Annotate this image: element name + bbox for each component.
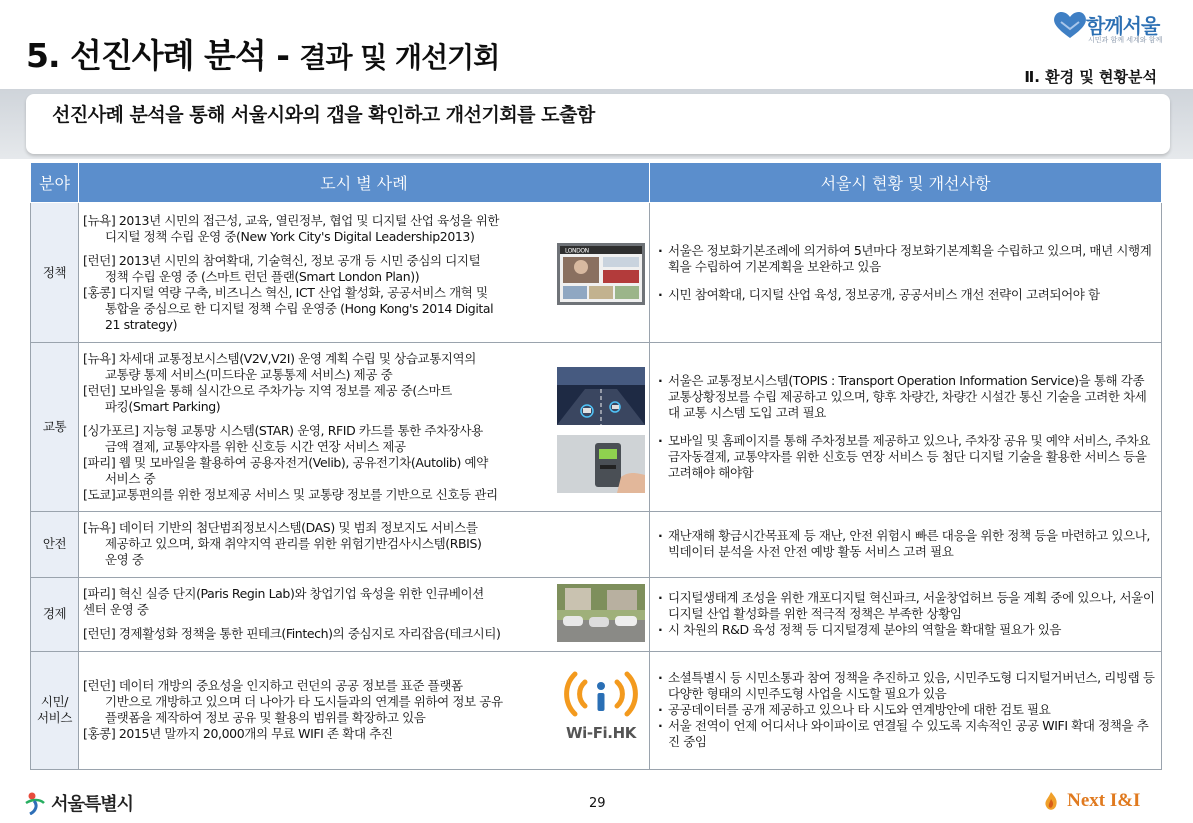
case-text: [홍콩] 디지털 역량 구축, 비즈니스 혁신, ICT 산업 활성화, 공공서비스 개혁 및: [83, 284, 488, 300]
case-text: 통합을 중심으로 한 디지털 정책 수립 운영중 (Hong Kong's 2014 Digital: [105, 300, 494, 316]
case-text: [런던] 데이터 개방의 중요성을 인지하고 런던의 공공 정보를 표준 플랫폼: [83, 678, 463, 694]
table-row: [31, 511, 1162, 577]
case-text: [뉴욕] 데이터 기반의 첨단범죄정보시스템(DAS) 및 범죄 정보지도 서비스를: [83, 520, 478, 536]
improvement-item: · 모바일 및 홈페이지를 통해 주차정보를 제공하고 있으나, 주차장 공유 및 예약 서비스, 주차요금자동결제, 교통약자를 위한 신호등 연장 서비스 등 첨단 디지털 기술을 활용한 서비스 등을 고려해야 해야함: [658, 433, 1157, 481]
case-text: [파리] 웹 및 모바일을 활용하여 공용자전거(Velib), 공유전기차(Autolib) 예약: [83, 454, 488, 470]
cases-cell: [79, 343, 650, 511]
seoul-symbol-icon: [24, 791, 46, 815]
case-text: [런던] 모바일을 통해 실시간으로 주차가능 지역 정보를 제공 중(스마트: [83, 382, 452, 398]
improvements-cell: [650, 651, 1162, 769]
improvements-cell: [650, 203, 1162, 343]
field-cell: 교통: [31, 343, 79, 511]
table-row: [31, 203, 1162, 343]
case-text: [싱가포르] 지능형 교통망 시스템(STAR) 운영, RFID 카드를 통한 주차장사용: [83, 422, 483, 438]
case-text: 서비스 중: [105, 470, 156, 486]
case-text: 운영 중: [105, 552, 144, 568]
seoul-city-logo: [24, 790, 133, 816]
cases-cell: [79, 577, 650, 651]
cases-cell: [79, 511, 650, 577]
case-text: [런던] 2013년 시민의 참여확대, 기술혁신, 정보 공개 등 시민 중심의 디지털: [83, 252, 481, 268]
page-title-sub: 결과 및 개선기회: [299, 41, 500, 74]
page-title: [26, 30, 499, 77]
field-cell: [31, 651, 79, 769]
logo-subtext: 시민과 함께 세계와 함께: [1088, 36, 1163, 44]
seoul-together-logo: [1052, 8, 1182, 48]
case-text: 금액 결제, 교통약자를 위한 신호등 시간 연장 서비스 제공: [105, 438, 406, 454]
table-row: [31, 651, 1162, 769]
flame-icon: [1040, 790, 1062, 812]
improvements-cell: [650, 577, 1162, 651]
case-text: 기반으로 개방하고 있으며 더 나아가 타 도시들과의 연계를 위하여 정보 공유: [105, 694, 503, 710]
improvement-item: · 서울은 정보화기본조례에 의거하여 5년마다 정보화기본계획을 수립하고 있으며, 매년 시행계획을 수립하여 기본계획을 보완하고 있음: [658, 243, 1157, 275]
field-cell: 정책: [31, 203, 79, 343]
case-text: [도쿄]교통편의를 위한 정보제공 서비스 및 교통량 정보를 기반으로 신호등 관리: [83, 486, 498, 502]
improvements-cell: [650, 343, 1162, 511]
header-cases: 도시 별 사례: [79, 163, 650, 203]
table-row: [31, 577, 1162, 651]
paris-street-image: [557, 584, 645, 642]
section-label: Ⅱ. 환경 및 현황분석: [1024, 68, 1157, 86]
improvement-item: · 공공데이터를 공개 제공하고 있으나 타 시도와 연계방안에 대한 검토 필요: [658, 702, 1157, 718]
field-label-line2: 서비스: [36, 710, 73, 726]
field-cell: 안전: [31, 511, 79, 577]
case-text: [뉴욕] 차세대 교통정보시스템(V2V,V2I) 운영 계획 수립 및 상습교통지역의: [83, 350, 476, 366]
case-text: 센터 운영 중: [83, 602, 149, 618]
improvement-item: · 재난재해 황금시간목표제 등 재난, 안전 위험시 빠른 대응을 위한 정책 등을 마련하고 있으나, 빅데이터 분석을 사전 안전 예방 활동 서비스 고려 필요: [658, 528, 1157, 560]
improvements-cell: [650, 511, 1162, 577]
london-image-caption: LONDON: [565, 247, 589, 255]
case-text: [런던] 경제활성화 정책을 통한 핀테크(Fintech)의 중심지로 자리잡음(테크시티): [83, 626, 501, 642]
page-title-main: 5. 선진사례 분석 -: [26, 36, 300, 75]
case-text: [뉴욕] 2013년 시민의 접근성, 교육, 열린정부, 협업 및 디지털 산업 육성을 위한: [83, 212, 500, 228]
case-text: 21 strategy): [105, 316, 178, 332]
wifi-hk-logo: [557, 664, 645, 744]
cases-cell: [79, 203, 650, 343]
case-text: 파킹(Smart Parking): [105, 398, 221, 414]
summary-text: 선진사례 분석을 통해 서울시와의 갭을 확인하고 개선기회를 도출함: [52, 104, 595, 126]
smart-road-image: [557, 367, 645, 425]
improvement-item: · 디지털생태계 조성을 위한 개포디지털 혁신파크, 서울창업허브 등을 계획 중에 있으나, 서울이 디지털 산업 활성화를 위한 적극적 정책은 부족한 상황임: [658, 590, 1157, 622]
page-number: 29: [589, 796, 606, 811]
improvement-item: · 서울 전역이 언제 어디서나 와이파이로 연결될 수 있도록 지속적인 공공 WIFI 확대 정책을 추진 중임: [658, 718, 1157, 750]
field-label-line1: 시민/: [40, 694, 69, 710]
improvement-item: · 서울은 교통정보시스템(TOPIS : Transport Operation Information Service)을 통해 각종 교통상황정보를 수립 제공하고 있으며, 향후 차량간, 차량간 시설간 통신 기술을 고려한 차세대 교통 시스템 도입 고려 필요: [658, 373, 1157, 421]
heart-handshake-icon: [1052, 10, 1088, 40]
field-cell: 경제: [31, 577, 79, 651]
org-name: 서울특별시: [51, 794, 134, 815]
table-header-row: [31, 163, 1162, 203]
parking-payment-image: [557, 435, 645, 493]
case-text: 디지털 정책 수립 운영 중(New York City's Digital Leadership2013): [105, 228, 475, 244]
brand-name: Next I&I: [1067, 790, 1141, 811]
case-text: 플랫폼을 제작하여 정보 공유 및 활용의 범위를 확장하고 있음: [105, 710, 426, 726]
case-text: [홍콩] 2015년 말까지 20,000개의 무료 WIFI 존 확대 추진: [83, 726, 393, 742]
case-text: 제공하고 있으며, 화재 취약지역 관리를 위한 위험기반검사시스템(RBIS): [105, 536, 482, 552]
header-improvements: 서울시 현황 및 개선사항: [650, 163, 1162, 203]
table-row: [31, 343, 1162, 511]
next-ii-logo: [1040, 790, 1140, 812]
case-text: 정책 수립 운영 중 (스마트 런던 플랜(Smart London Plan)): [105, 268, 420, 284]
cases-cell: [79, 651, 650, 769]
improvement-item: · 시민 참여확대, 디지털 산업 육성, 정보공개, 공공서비스 개선 전략이 고려되어야 함: [658, 287, 1157, 303]
benchmark-table: [30, 162, 1162, 770]
improvement-item: · 소셜특별시 등 시민소통과 참여 정책을 추진하고 있음, 시민주도형 디지털거버넌스, 리빙랩 등 다양한 형태의 시민주도형 사업을 시도할 필요가 있음: [658, 670, 1157, 702]
wifi-hk-caption: Wi-Fi.HK: [566, 723, 636, 742]
header-field: 분야: [31, 163, 79, 203]
logo-text: 함께서울: [1086, 14, 1160, 38]
improvement-item: · 시 차원의 R&D 육성 정책 등 디지털경제 분야의 역할을 확대할 필요가 있음: [658, 622, 1157, 638]
case-text: 교통량 통제 서비스(미드타운 교통통제 서비스) 제공 중: [105, 366, 393, 382]
london-website-image: [557, 243, 645, 305]
case-text: [파리] 혁신 실증 단지(Paris Regin Lab)와 창업기업 육성을 위한 인큐베이션: [83, 586, 484, 602]
